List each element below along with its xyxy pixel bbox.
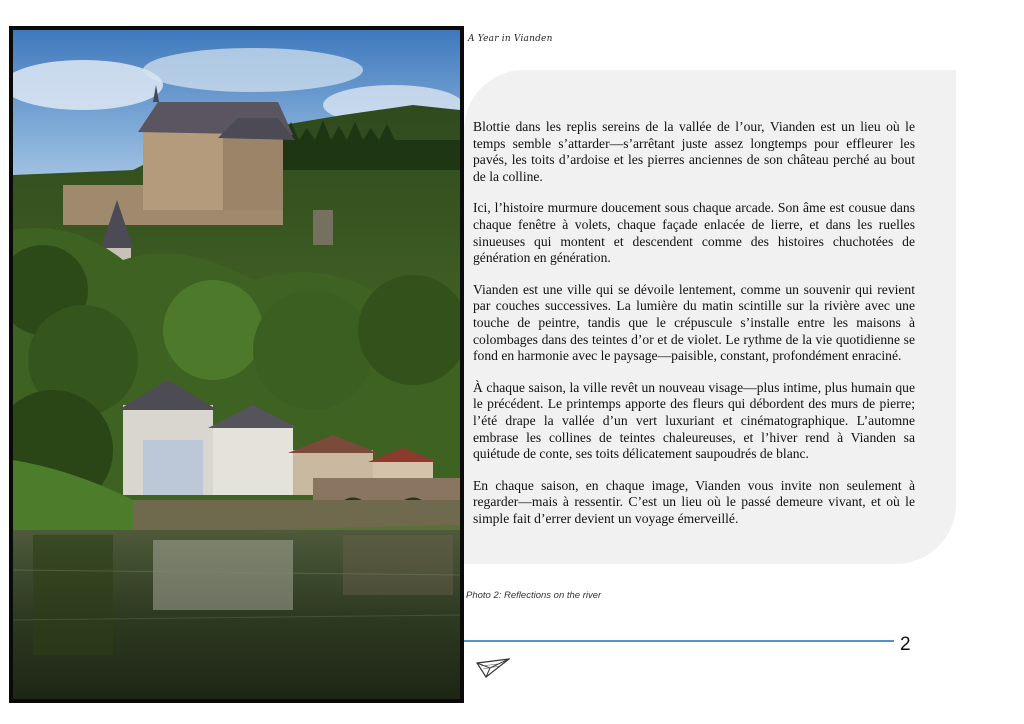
document-title: A Year in Vianden (468, 34, 553, 44)
paragraph: À chaque saison, la ville revêt un nouveau visage—plus intime, plus humain que le précédent. Le printemps apporte des fleurs qui débordent des murs de pierre; l’été drape la vallée d’un vert luxuriant et cinématographique. L’automne embrase les collines de teintes chaleureuses, et l’hiver rend à Vianden sa quiétude de conte, ses toits délicatement saupoudrés de blanc. (473, 379, 915, 462)
footer-rule (464, 640, 894, 642)
photo-caption: Photo 2: Reflections on the river (466, 590, 602, 601)
castle-landscape-illustration (13, 30, 460, 699)
paper-plane-logo-icon (476, 655, 510, 679)
paragraph: Vianden est une ville qui se dévoile lentement, comme un souvenir qui revient par couches successives. La lumière du matin scintille sur la rivière avec une touche de peintre, tandis que le crépuscule s’installe entre les maisons à colombages dans des teintes d’or et de violet. Le rythme de la vie quotidienne se fond en harmonie avec le paysage—paisible, constant, profondément enraciné. (473, 281, 915, 364)
photo-frame (9, 26, 464, 703)
paragraph: Blottie dans les replis sereins de la vallée de l’our, Vianden est un lieu où le temps semble s’attarder—s’arrêtant juste assez longtemps pour effleurer les pavés, les toits d’ardoise et les pierres anciennes de son château perché au bout de la colline. (473, 119, 915, 184)
page-number: 2 (900, 634, 911, 655)
paragraph: Ici, l’histoire murmure doucement sous chaque arcade. Son âme est cousue dans chaque fenêtre à volets, chaque façade enlacée de lierre, et dans les ruelles sinueuses qui montent et descendent comme des histoires chuchotées de génération en génération. (473, 200, 915, 266)
paragraph: En chaque saison, en chaque image, Vianden vous invite non seulement à regarder—mais à ressentir. C’est un lieu où le passé demeure vivant, et où le simple fait d’errer devient un voyage émerveillé. (473, 477, 915, 526)
article-body (473, 119, 915, 542)
castle-landscape-photo (13, 30, 460, 699)
